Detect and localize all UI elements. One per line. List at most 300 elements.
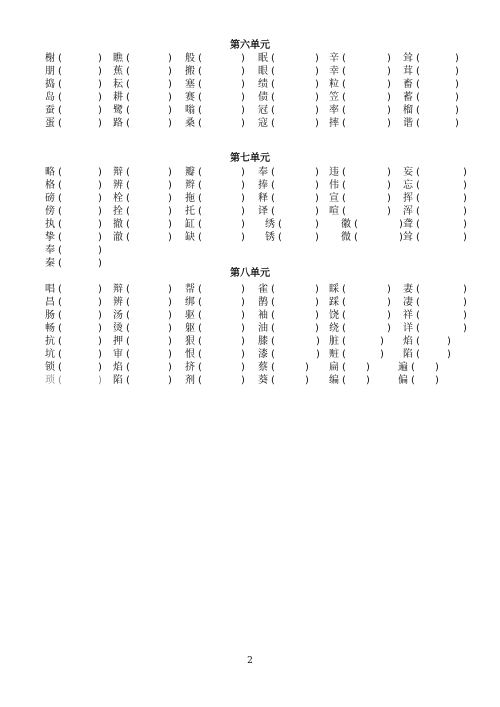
open-bracket: (: [416, 193, 420, 204]
open-bracket: (: [126, 310, 130, 321]
close-bracket: ): [241, 167, 245, 178]
open-bracket: (: [198, 336, 202, 347]
open-bracket: (: [198, 167, 202, 178]
open-bracket: (: [271, 66, 275, 77]
character: 睬: [329, 284, 339, 295]
character: 陷: [403, 349, 413, 360]
open-bracket: (: [416, 105, 420, 116]
open-bracket: (: [126, 118, 130, 129]
worksheet-row: [0, 218, 500, 231]
open-bracket: (: [271, 323, 275, 334]
close-bracket: ): [98, 193, 102, 204]
character: 祥: [403, 310, 413, 321]
open-bracket: (: [198, 118, 202, 129]
character: 徽: [341, 219, 351, 230]
character: 违: [329, 167, 339, 178]
close-bracket: ): [241, 297, 245, 308]
close-bracket: ): [463, 232, 467, 243]
open-bracket: (: [58, 323, 62, 334]
close-bracket: ): [399, 232, 403, 243]
open-bracket: (: [126, 323, 130, 334]
open-bracket: (: [416, 232, 420, 243]
close-bracket: ): [315, 118, 319, 129]
close-bracket: ): [447, 349, 451, 360]
close-bracket: ): [168, 336, 172, 347]
open-bracket: (: [58, 258, 62, 269]
character: 恨: [185, 349, 195, 360]
close-bracket: ): [463, 206, 467, 217]
character: 拖: [185, 193, 195, 204]
close-bracket: ): [455, 53, 459, 64]
character: 般: [185, 53, 195, 64]
close-bracket: ): [98, 297, 102, 308]
character: 畜: [403, 79, 413, 90]
open-bracket: (: [198, 323, 202, 334]
close-bracket: ): [305, 375, 309, 386]
character: 托: [185, 206, 195, 217]
character: 焰: [113, 362, 123, 373]
open-bracket: (: [342, 323, 346, 334]
open-bracket: (: [198, 193, 202, 204]
character: 畅: [45, 323, 55, 334]
close-bracket: ): [366, 375, 370, 386]
character: 漆: [258, 349, 268, 360]
open-bracket: (: [58, 66, 62, 77]
character: 审: [113, 349, 123, 360]
close-bracket: ): [98, 180, 102, 191]
character: 耸: [403, 232, 413, 243]
close-bracket: ): [168, 323, 172, 334]
character: 坑: [45, 349, 55, 360]
open-bracket: (: [198, 92, 202, 103]
close-bracket: ): [241, 323, 245, 334]
character: 油: [258, 323, 268, 334]
character: 岛: [45, 92, 55, 103]
worksheet-row: [0, 179, 500, 192]
open-bracket: (: [58, 362, 62, 373]
open-bracket: (: [126, 79, 130, 90]
open-bracket: (: [342, 362, 346, 373]
close-bracket: ): [316, 336, 320, 347]
worksheet-row: [0, 192, 500, 205]
close-bracket: ): [455, 118, 459, 129]
character: 脏: [329, 336, 339, 347]
close-bracket: ): [98, 284, 102, 295]
worksheet-row: [0, 52, 500, 65]
character: 茸: [403, 66, 413, 77]
close-bracket: ): [241, 66, 245, 77]
open-bracket: (: [416, 167, 420, 178]
character: 耕: [113, 92, 123, 103]
character: 聋: [403, 219, 413, 230]
worksheet-row: [0, 91, 500, 104]
open-bracket: (: [198, 66, 202, 77]
open-bracket: (: [271, 362, 275, 373]
character: 释: [258, 193, 268, 204]
close-bracket: ): [98, 323, 102, 334]
close-bracket: ): [168, 79, 172, 90]
character: 辫: [185, 180, 195, 191]
open-bracket: (: [342, 284, 346, 295]
open-bracket: (: [58, 92, 62, 103]
character: 辩: [113, 167, 123, 178]
close-bracket: ): [315, 232, 319, 243]
open-bracket: (: [271, 79, 275, 90]
character: 缸: [185, 219, 195, 230]
open-bracket: (: [126, 193, 130, 204]
character: 鹭: [113, 105, 123, 116]
close-bracket: ): [168, 118, 172, 129]
close-bracket: ): [241, 193, 245, 204]
character: 辩: [113, 284, 123, 295]
character: 蓄: [403, 92, 413, 103]
close-bracket: ): [305, 362, 309, 373]
close-bracket: ): [366, 362, 370, 373]
worksheet-row: [0, 244, 500, 257]
open-bracket: (: [126, 66, 130, 77]
close-bracket: ): [315, 92, 319, 103]
close-bracket: ): [315, 323, 319, 334]
open-bracket: (: [271, 284, 275, 295]
character: 遍: [398, 362, 408, 373]
open-bracket: (: [58, 375, 62, 386]
character: 绕: [329, 323, 339, 334]
close-bracket: ): [241, 232, 245, 243]
character: 蕉: [113, 66, 123, 77]
character: 琐: [45, 375, 55, 386]
character: 冠: [258, 105, 268, 116]
open-bracket: (: [416, 206, 420, 217]
open-bracket: (: [126, 362, 130, 373]
character: 微: [341, 232, 351, 243]
close-bracket: ): [98, 336, 102, 347]
close-bracket: ): [387, 105, 391, 116]
open-bracket: (: [58, 193, 62, 204]
open-bracket: (: [416, 53, 420, 64]
character: 幸: [329, 66, 339, 77]
close-bracket: ): [315, 206, 319, 217]
character: 妻: [403, 284, 413, 295]
close-bracket: ): [98, 118, 102, 129]
character: 执: [45, 219, 55, 230]
close-bracket: ): [387, 193, 391, 204]
close-bracket: ): [241, 206, 245, 217]
worksheet-row: [0, 348, 500, 361]
close-bracket: ): [98, 375, 102, 386]
close-bracket: ): [435, 375, 439, 386]
character: 蛋: [45, 118, 55, 129]
close-bracket: ): [380, 336, 384, 347]
open-bracket: (: [126, 375, 130, 386]
character: 挥: [403, 193, 413, 204]
close-bracket: ): [168, 310, 172, 321]
open-bracket: (: [416, 92, 420, 103]
character: 蚕: [45, 105, 55, 116]
open-bracket: (: [342, 349, 346, 360]
character: 磅: [45, 193, 55, 204]
character: 澈: [113, 232, 123, 243]
close-bracket: ): [98, 167, 102, 178]
close-bracket: ): [98, 53, 102, 64]
worksheet-row: [0, 65, 500, 78]
character: 傍: [45, 206, 55, 217]
character: 忘: [403, 180, 413, 191]
character: 塞: [185, 79, 195, 90]
section-title-unit6: 第六单元: [230, 40, 270, 51]
close-bracket: ): [98, 66, 102, 77]
character: 撤: [113, 219, 123, 230]
close-bracket: ): [241, 310, 245, 321]
character: 寇: [258, 118, 268, 129]
close-bracket: ): [168, 167, 172, 178]
character: 焰: [403, 336, 413, 347]
character: 译: [258, 206, 268, 217]
close-bracket: ): [463, 284, 467, 295]
close-bracket: ): [387, 180, 391, 191]
worksheet-row: [0, 166, 500, 179]
close-bracket: ): [463, 323, 467, 334]
open-bracket: (: [58, 232, 62, 243]
close-bracket: ): [315, 167, 319, 178]
open-bracket: (: [198, 53, 202, 64]
close-bracket: ): [98, 362, 102, 373]
open-bracket: (: [58, 310, 62, 321]
open-bracket: (: [271, 105, 275, 116]
close-bracket: ): [387, 310, 391, 321]
character: 路: [113, 118, 123, 129]
close-bracket: ): [387, 92, 391, 103]
character: 烫: [113, 323, 123, 334]
close-bracket: ): [463, 193, 467, 204]
open-bracket: (: [58, 349, 62, 360]
character: 辨: [113, 180, 123, 191]
close-bracket: ): [168, 349, 172, 360]
worksheet-row: [0, 374, 500, 387]
section-title-unit7: 第七单元: [230, 153, 270, 164]
character: 谐: [403, 118, 413, 129]
open-bracket: (: [198, 79, 202, 90]
character: 躯: [185, 323, 195, 334]
close-bracket: ): [241, 349, 245, 360]
character: 绩: [258, 79, 268, 90]
close-bracket: ): [315, 284, 319, 295]
open-bracket: (: [58, 180, 62, 191]
character: 袖: [258, 310, 268, 321]
character: 宣: [329, 193, 339, 204]
character: 挚: [45, 232, 55, 243]
open-bracket: (: [126, 336, 130, 347]
character: 锁: [45, 362, 55, 373]
close-bracket: ): [435, 362, 439, 373]
open-bracket: (: [271, 193, 275, 204]
close-bracket: ): [447, 336, 451, 347]
worksheet-row: [0, 335, 500, 348]
close-bracket: ): [380, 349, 384, 360]
close-bracket: ): [98, 79, 102, 90]
open-bracket: (: [126, 232, 130, 243]
close-bracket: ): [241, 362, 245, 373]
close-bracket: ): [316, 349, 320, 360]
open-bracket: (: [58, 284, 62, 295]
character: 搬: [185, 66, 195, 77]
open-bracket: (: [198, 206, 202, 217]
character: 朋: [45, 66, 55, 77]
close-bracket: ): [387, 323, 391, 334]
open-bracket: (: [126, 167, 130, 178]
open-bracket: (: [271, 167, 275, 178]
close-bracket: ): [315, 193, 319, 204]
open-bracket: (: [58, 79, 62, 90]
open-bracket: (: [126, 297, 130, 308]
close-bracket: ): [241, 118, 245, 129]
close-bracket: ): [387, 167, 391, 178]
open-bracket: (: [271, 349, 275, 360]
close-bracket: ): [168, 297, 172, 308]
close-bracket: ): [168, 284, 172, 295]
character: 膝: [258, 336, 268, 347]
character: 秦: [45, 258, 55, 269]
open-bracket: (: [271, 336, 275, 347]
open-bracket: (: [271, 180, 275, 191]
character: 详: [403, 323, 413, 334]
character: 赃: [329, 349, 339, 360]
open-bracket: (: [411, 375, 415, 386]
close-bracket: ): [241, 375, 245, 386]
open-bracket: (: [342, 53, 346, 64]
worksheet-row: [0, 296, 500, 309]
close-bracket: ): [315, 180, 319, 191]
character: 捧: [258, 180, 268, 191]
open-bracket: (: [416, 336, 420, 347]
character: 奉: [258, 167, 268, 178]
character: 绑: [185, 297, 195, 308]
open-bracket: (: [58, 118, 62, 129]
character: 雀: [258, 284, 268, 295]
open-bracket: (: [342, 79, 346, 90]
close-bracket: ): [241, 219, 245, 230]
open-bracket: (: [271, 297, 275, 308]
open-bracket: (: [198, 284, 202, 295]
close-bracket: ): [315, 310, 319, 321]
character: 驱: [185, 310, 195, 321]
worksheet-row: [0, 283, 500, 296]
open-bracket: (: [416, 180, 420, 191]
open-bracket: (: [58, 219, 62, 230]
worksheet-row: [0, 117, 500, 130]
close-bracket: ): [315, 79, 319, 90]
close-bracket: ): [168, 206, 172, 217]
open-bracket: (: [416, 297, 420, 308]
character: 踩: [329, 297, 339, 308]
character: 肠: [45, 310, 55, 321]
open-bracket: (: [416, 66, 420, 77]
worksheet-row: [0, 78, 500, 91]
open-bracket: (: [126, 105, 130, 116]
character: 略: [45, 167, 55, 178]
open-bracket: (: [416, 310, 420, 321]
character: 摔: [329, 118, 339, 129]
character: 绣: [265, 219, 275, 230]
open-bracket: (: [342, 180, 346, 191]
open-bracket: (: [126, 284, 130, 295]
close-bracket: ): [241, 180, 245, 191]
character: 扁: [329, 362, 339, 373]
close-bracket: ): [168, 105, 172, 116]
close-bracket: ): [98, 245, 102, 256]
close-bracket: ): [241, 53, 245, 64]
character: 喧: [329, 206, 339, 217]
character: 凄: [403, 297, 413, 308]
close-bracket: ): [455, 79, 459, 90]
close-bracket: ): [387, 53, 391, 64]
open-bracket: (: [198, 105, 202, 116]
close-bracket: ): [241, 79, 245, 90]
close-bracket: ): [168, 232, 172, 243]
close-bracket: ): [168, 66, 172, 77]
open-bracket: (: [198, 349, 202, 360]
open-bracket: (: [126, 219, 130, 230]
open-bracket: (: [416, 219, 420, 230]
close-bracket: ): [168, 53, 172, 64]
character: 挤: [185, 362, 195, 373]
open-bracket: (: [271, 310, 275, 321]
close-bracket: ): [315, 297, 319, 308]
character: 葵: [258, 375, 268, 386]
open-bracket: (: [416, 79, 420, 90]
open-bracket: (: [126, 53, 130, 64]
character: 编: [329, 375, 339, 386]
close-bracket: ): [399, 219, 403, 230]
character: 狠: [185, 336, 195, 347]
character: 格: [45, 180, 55, 191]
close-bracket: ): [241, 284, 245, 295]
open-bracket: (: [58, 297, 62, 308]
open-bracket: (: [198, 219, 202, 230]
open-bracket: (: [126, 349, 130, 360]
character: 瓣: [185, 167, 195, 178]
open-bracket: (: [271, 375, 275, 386]
character: 偏: [398, 375, 408, 386]
close-bracket: ): [98, 206, 102, 217]
open-bracket: (: [271, 53, 275, 64]
close-bracket: ): [98, 92, 102, 103]
worksheet-row: [0, 361, 500, 374]
close-bracket: ): [455, 66, 459, 77]
open-bracket: (: [198, 310, 202, 321]
close-bracket: ): [168, 219, 172, 230]
character: 唱: [45, 284, 55, 295]
worksheet-row: [0, 205, 500, 218]
character: 汤: [113, 310, 123, 321]
close-bracket: ): [98, 349, 102, 360]
character: 眼: [258, 66, 268, 77]
open-bracket: (: [58, 206, 62, 217]
close-bracket: ): [387, 284, 391, 295]
open-bracket: (: [342, 336, 346, 347]
close-bracket: ): [98, 258, 102, 269]
character: 栓: [113, 193, 123, 204]
close-bracket: ): [387, 118, 391, 129]
open-bracket: (: [198, 362, 202, 373]
close-bracket: ): [387, 297, 391, 308]
open-bracket: (: [278, 232, 282, 243]
close-bracket: ): [463, 219, 467, 230]
open-bracket: (: [342, 167, 346, 178]
character: 蔡: [258, 362, 268, 373]
open-bracket: (: [126, 206, 130, 217]
close-bracket: ): [315, 219, 319, 230]
worksheet-row: [0, 104, 500, 117]
